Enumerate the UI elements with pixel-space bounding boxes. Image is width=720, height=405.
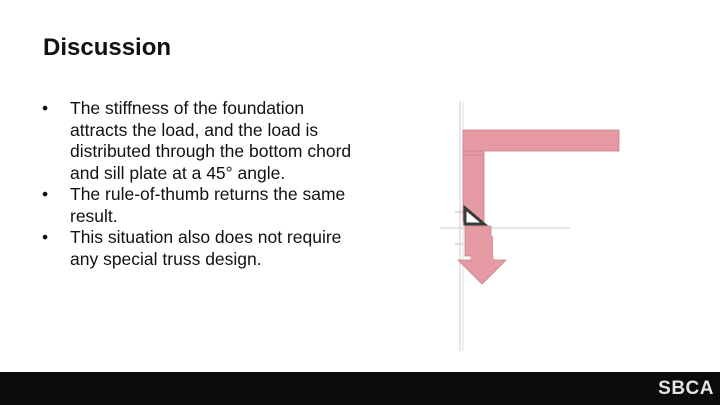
load-arrow-shaft	[471, 236, 493, 262]
bullet-list	[40, 98, 352, 270]
bottom-chord	[463, 130, 619, 151]
bullet-item: • This situation also does not require any special truss design.	[40, 227, 352, 270]
footer-bar	[0, 372, 720, 405]
sbca-logo: SBCA	[658, 378, 714, 399]
load-path-diagram	[425, 96, 625, 356]
slide-title: Discussion	[43, 34, 172, 61]
bullet-item: • The rule-of-thumb returns the same result.	[40, 184, 352, 227]
bullet-item: • The stiffness of the foundation attracts the load, and the load is distributed through the bottom chord and sill plate at a 45° angle.	[40, 98, 352, 184]
